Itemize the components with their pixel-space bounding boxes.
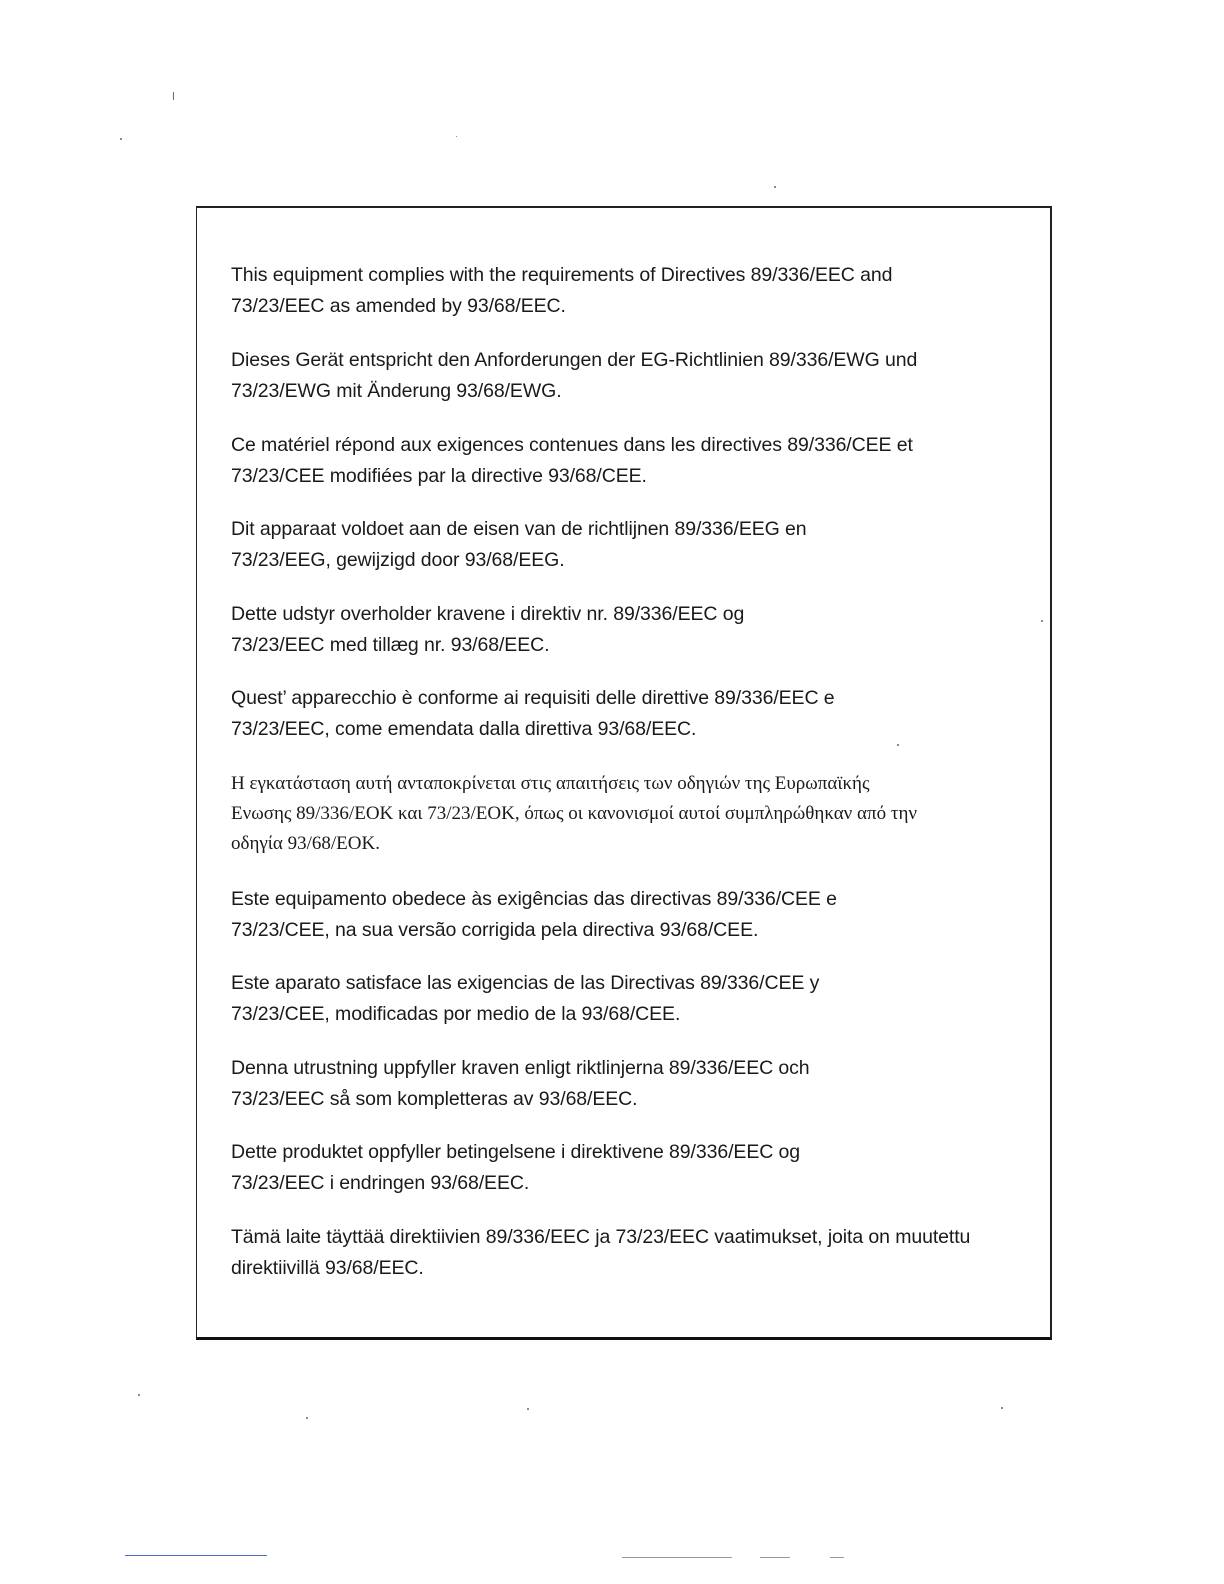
scan-speck [774,186,776,188]
footer-rule [125,1555,267,1556]
paragraph-line: 73/23/EEC as amended by 93/68/EEC. [231,294,566,317]
paragraph-line: 73/23/EEC så som kompletteras av 93/68/EEC. [231,1087,638,1110]
paragraph-line: Este equipamento obedece às exigências das directivas 89/336/CEE e [231,888,837,910]
paragraph-line: Dit apparaat voldoet aan de eisen van de richtlijnen 89/336/EEG en [231,518,807,540]
scan-speck [1001,1407,1003,1409]
paragraph-line: Η εγκατάσταση αυτή ανταποκρίνεται στις απαιτήσεις των οδηγιών της Ευρωπαϊκής [231,773,870,794]
scan-speck [456,136,457,137]
paragraph-line: 73/23/CEE, na sua versão corrigida pela directiva 93/68/CEE. [231,918,759,941]
paragraph-line: 73/23/CEE modifiées par la directive 93/68/CEE. [231,464,647,487]
paragraph-line: Dette udstyr overholder kravene i direktiv nr. 89/336/EEC og [231,603,745,625]
paragraph-line: 73/23/EWG mit Änderung 93/68/EWG. [231,379,562,402]
compliance-paragraph-greek [231,769,1031,859]
paragraph-line: 73/23/EEC i endringen 93/68/EEC. [231,1171,530,1194]
scan-speck [306,1417,308,1419]
scan-speck [120,138,122,140]
paragraph-line: 73/23/EEC, come emendata dalla direttiva 93/68/EEC. [231,717,697,740]
compliance-paragraph-french [231,430,1031,491]
paragraph-line: Este aparato satisface las exigencias de las Directivas 89/336/CEE y [231,972,820,994]
scan-speck [897,744,899,746]
paragraph-line: οδηγία 93/68/ΕΟΚ. [231,833,380,854]
compliance-paragraph-norwegian [231,1137,1031,1198]
compliance-paragraph-portuguese [231,884,1031,945]
compliance-notice-box [196,206,1052,1340]
scan-speck [1041,620,1043,622]
paragraph-line: 73/23/EEG, gewijzigd door 93/68/EEG. [231,548,565,571]
footer-scan-line [830,1557,844,1558]
footer-scan-line [622,1557,732,1558]
paragraph-line: direktiivillä 93/68/EEC. [231,1256,424,1279]
paragraph-line: 73/23/EEC med tillæg nr. 93/68/EEC. [231,633,550,656]
paragraph-line: Dieses Gerät entspricht den Anforderungen der EG-Richtlinien 89/336/EWG und [231,349,918,371]
footer-scan-line [760,1557,790,1558]
paragraph-line: Ενωσης 89/336/ΕΟΚ και 73/23/ΕΟΚ, όπως οι κανονισμοί αυτοί συμπληρώθηκαν από την [231,803,917,824]
paragraph-line: Ce matériel répond aux exigences contenues dans les directives 89/336/CEE et [231,434,913,456]
compliance-paragraph-italian [231,683,1031,744]
scan-speck [173,92,174,100]
paragraph-line: Quest’ apparecchio è conforme ai requisiti delle direttive 89/336/EEC e [231,687,835,709]
scan-speck [527,1408,529,1410]
compliance-paragraph-finnish [231,1222,1031,1283]
compliance-paragraph-german [231,345,1031,406]
paragraph-line: Tämä laite täyttää direktiivien 89/336/EEC ja 73/23/EEC vaatimukset, joita on muutettu [231,1226,971,1248]
compliance-paragraph-spanish [231,968,1031,1029]
compliance-paragraph-english [231,260,1031,321]
paragraph-line: Dette produktet oppfyller betingelsene i direktivene 89/336/EEC og [231,1141,801,1163]
compliance-paragraph-danish [231,599,1031,660]
scan-speck [138,1394,140,1396]
paragraph-line: Denna utrustning uppfyller kraven enligt riktlinjerna 89/336/EEC och [231,1057,810,1079]
paragraph-line: 73/23/CEE, modificadas por medio de la 93/68/CEE. [231,1002,681,1025]
compliance-paragraph-swedish [231,1053,1031,1114]
compliance-paragraph-dutch [231,514,1031,575]
paragraph-line: This equipment complies with the requirements of Directives 89/336/EEC and [231,264,893,286]
